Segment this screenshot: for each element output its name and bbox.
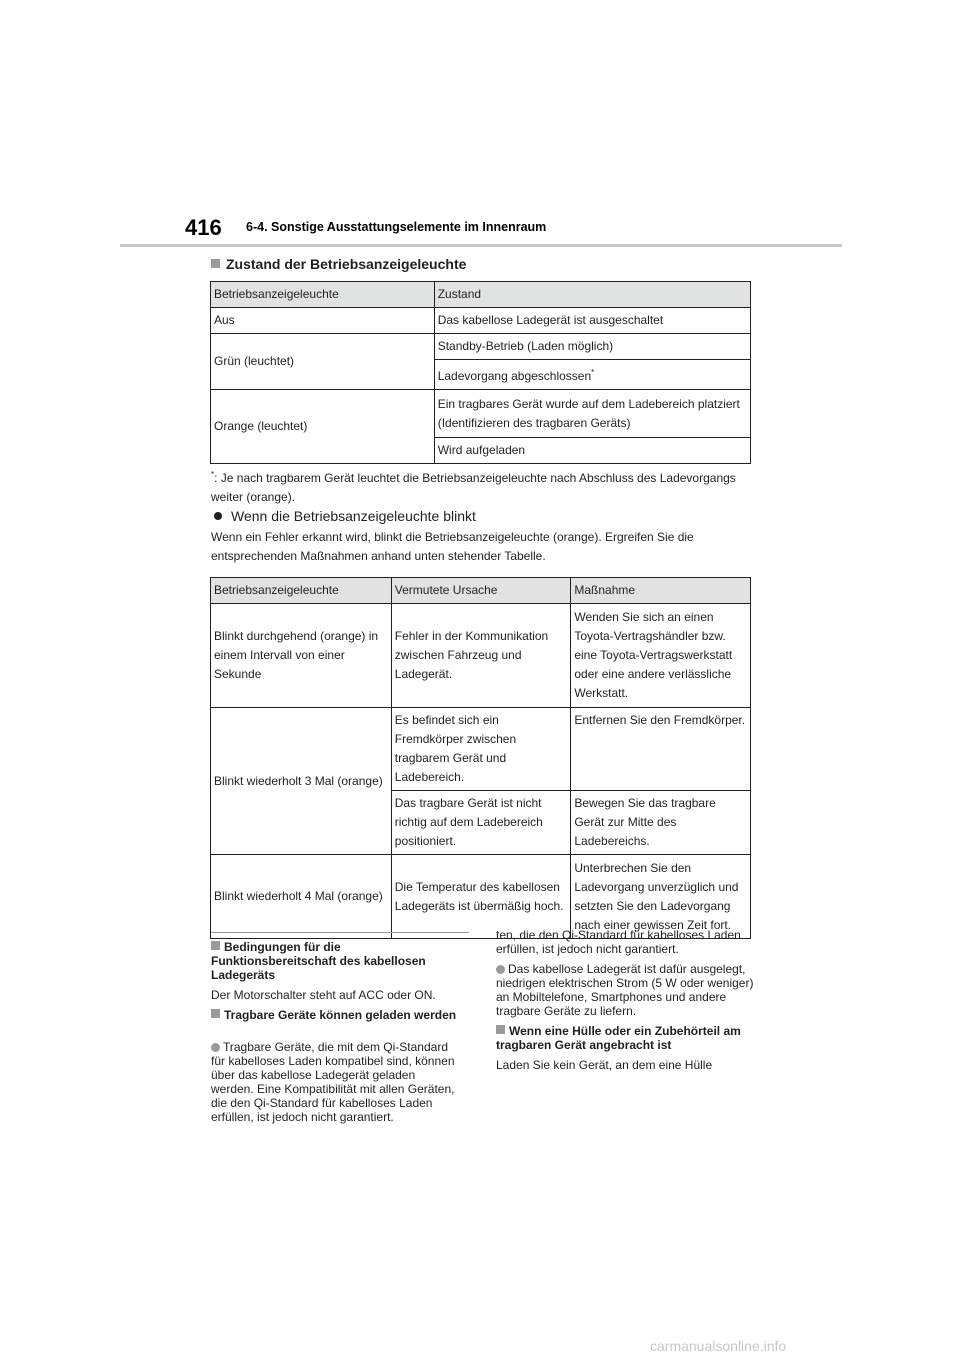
notes-divider [211, 932, 469, 933]
table-cell: Orange (leuchtet) [211, 390, 435, 464]
section-heading-text: Zustand der Betriebsanzeigeleuchte [226, 256, 467, 272]
footnote-marker: * [211, 470, 215, 479]
note-heading-text: Bedingungen für die Funktionsbereitschaft des kabellosen Ladegeräts [211, 940, 426, 982]
note-heading [211, 1008, 461, 1022]
bullet-dot-icon [496, 965, 505, 974]
table-header: Maßnahme [571, 578, 751, 604]
intro-paragraph: Wenn ein Fehler erkannt wird, blinkt die Betriebsanzeigeleuchte (orange). Ergreifen Sie die entsprechenden Maßnahmen anhand unten stehender Tabelle. [211, 530, 694, 563]
table-cell [434, 360, 750, 390]
table-header: Zustand [434, 282, 750, 308]
notes-right-column [496, 928, 754, 1078]
bullet-dot-icon [214, 512, 222, 520]
note-heading [496, 1024, 754, 1052]
bullet-dot-icon [211, 1043, 220, 1052]
table-cell: Wird aufgeladen [434, 438, 750, 464]
table-header: Betriebsanzeigeleuchte [211, 282, 435, 308]
note-bullet-text: Das kabellose Ladegerät ist dafür ausgelegt, niedrigen elektrischen Strom (5 W oder weniger) an Mobiltelefone, Smartphones und andere tragbare Geräte zu liefern. [496, 962, 754, 1018]
table-cell: Das tragbare Gerät ist nicht richtig auf dem Ladebereich positioniert. [391, 791, 571, 855]
table-cell: Das kabellose Ladegerät ist ausgeschaltet [434, 308, 750, 334]
table-cell: Grün (leuchtet) [211, 334, 435, 390]
status-table [210, 281, 751, 464]
table-header: Betriebsanzeigeleuchte [211, 578, 392, 604]
note-text: Der Motorschalter steht auf ACC oder ON. [211, 988, 436, 1002]
square-bullet-icon [496, 1025, 505, 1034]
table-cell: Ein tragbares Gerät wurde auf dem Ladebereich platziert (Identifizieren des tragbaren Geräts) [434, 390, 750, 438]
table-cell: Standby-Betrieb (Laden möglich) [434, 334, 750, 360]
square-bullet-icon [211, 941, 220, 950]
square-bullet-icon [211, 1009, 220, 1018]
table-cell: Blinkt wiederholt 4 Mal (orange) [211, 855, 392, 939]
notes-left-column [211, 940, 461, 1028]
table-cell: Aus [211, 308, 435, 334]
section-heading-status [211, 256, 466, 272]
watermark: carmanualsonline.info [650, 1338, 787, 1354]
table-cell: Die Temperatur des kabellosen Ladegeräts ist übermäßig hoch. [391, 855, 571, 939]
subsection-heading [211, 508, 476, 524]
footnote-marker: * [591, 368, 595, 377]
note-text: Laden Sie kein Gerät, an dem eine Hülle [496, 1058, 713, 1072]
table-cell: Blinkt wiederholt 3 Mal (orange) [211, 708, 392, 855]
note-heading-text: Wenn eine Hülle oder ein Zubehörteil am tragbaren Gerät angebracht ist [496, 1024, 741, 1052]
square-bullet-icon [211, 259, 220, 268]
blink-table [210, 577, 751, 939]
table-cell: Wenden Sie sich an einen Toyota-Vertragshändler bzw. eine Toyota-Vertragswerkstatt oder eine andere verlässliche Werkstatt. [571, 604, 751, 708]
subsection-heading-text: Wenn die Betriebsanzeigeleuchte blinkt [231, 508, 476, 524]
chapter-title: 6-4. Sonstige Ausstattungselemente im Innenraum [246, 220, 547, 234]
note-bullet [496, 962, 754, 1018]
table-cell: Fehler in der Kommunikation zwischen Fahrzeug und Ladegerät. [391, 604, 571, 708]
note-heading [211, 940, 461, 982]
table-cell: Entfernen Sie den Fremdkörper. [571, 708, 751, 791]
table-cell: Bewegen Sie das tragbare Gerät zur Mitte des Ladebereichs. [571, 791, 751, 855]
table-cell: Es befindet sich ein Fremdkörper zwischen tragbarem Gerät und Ladebereich. [391, 708, 571, 791]
table-cell-text: Ladevorgang abgeschlossen [437, 369, 592, 383]
note-bullet-continued: ten, die den Qi-Standard für kabelloses Laden erfüllen, ist jedoch nicht garantiert. [496, 928, 741, 956]
table-cell: Blinkt durchgehend (orange) in einem Intervall von einer Sekunde [211, 604, 392, 708]
table-cell: Unterbrechen Sie den Ladevorgang unverzüglich und setzten Sie den Ladevorgang nach einer gewissen Zeit fort. [571, 855, 751, 939]
footnote [211, 465, 756, 507]
footnote-text: : Je nach tragbarem Gerät leuchtet die Betriebsanzeigeleuchte nach Abschluss des Ladevorgangs weiter (orange). [211, 471, 736, 504]
table-header: Vermutete Ursache [391, 578, 571, 604]
page-number: 416 [185, 215, 222, 240]
header-divider [120, 244, 842, 247]
notes-bullet-1-part1 [211, 1040, 461, 1124]
note-heading-text: Tragbare Geräte können geladen werden [224, 1008, 457, 1022]
note-bullet-text: Tragbare Geräte, die mit dem Qi-Standard für kabelloses Laden kompatibel sind, können über das kabellose Ladegerät geladen werden. Eine Kompatibilität mit allen Geräten, die den Qi-Standard für kabelloses Laden erfüllen, ist jedoch nicht garantiert. [211, 1040, 455, 1124]
note-bullet [211, 1040, 461, 1124]
